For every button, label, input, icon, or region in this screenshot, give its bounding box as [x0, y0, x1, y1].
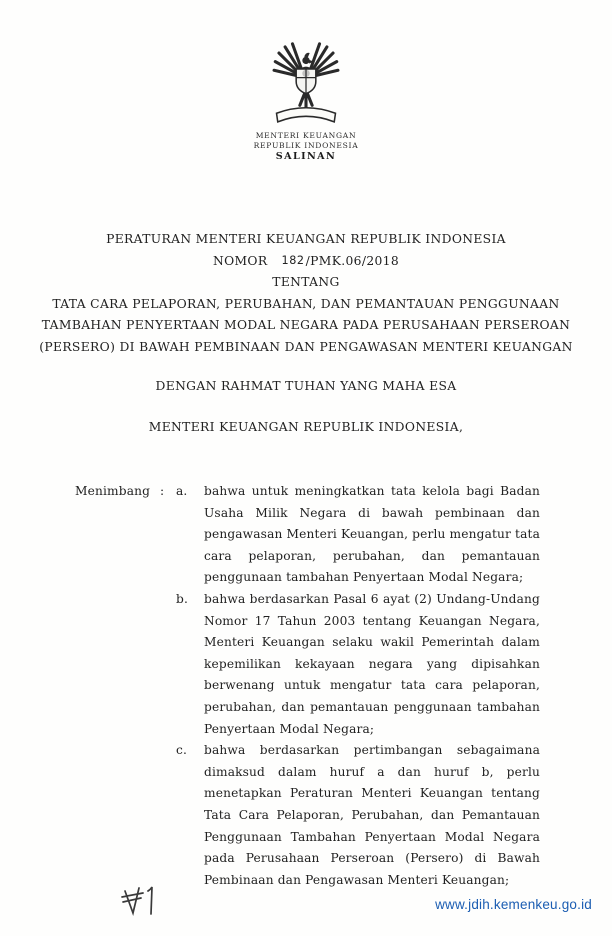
consideration-item	[176, 589, 540, 740]
consideration-letter: c.	[176, 743, 187, 758]
regulation-heading: PERATURAN MENTERI KEUANGAN REPUBLIK INDONESIA	[106, 232, 506, 246]
nomor-number: 182	[281, 254, 305, 267]
consideration-item	[176, 481, 540, 589]
menimbang-label: Menimbang	[75, 484, 151, 498]
considerations-section	[75, 481, 540, 891]
consideration-text: bahwa berdasarkan Pasal 6 ayat (2) Undang-Undang Nomor 17 Tahun 2003 tentang Keuangan Negara, Menteri Keuangan selaku wakil Pemerintah dalam kepemilikan kekayaan negara yang dipisahkan berwenang untuk mengatur tata cara pelaporan, perubahan, dan pemantauan penggunaan tambahan Penyertaan Modal Negara;	[204, 591, 540, 736]
document-title-block	[36, 229, 576, 358]
regulation-subject: TATA CARA PELAPORAN, PERUBAHAN, DAN PEMANTAUAN PENGGUNAAN TAMBAHAN PENYERTAAN MODAL NEGARA PADA PERUSAHAAN PERSEROAN (PERSERO) DI BAWAH PEMBINAAN DAN PENGAWASAN MENTERI KEUANGAN	[39, 296, 573, 354]
invocation-line: DENGAN RAHMAT TUHAN YANG MAHA ESA	[155, 379, 457, 393]
consideration-text: bahwa untuk meningkatkan tata kelola bagi Badan Usaha Milik Negara di bawah pembinaan dan pengawasan Menteri Keuangan, perlu mengatur tata cara pelaporan, perubahan, dan pemantauan penggunaan tambahan Penyertaan Modal Negara;	[204, 484, 540, 585]
consideration-letter: a.	[176, 484, 188, 498]
salinan-stamp: SALINAN	[275, 151, 337, 162]
consideration-letter: b.	[176, 591, 188, 606]
jdih-website-link[interactable]: www.jdih.kemenkeu.go.id	[435, 897, 592, 912]
consideration-item	[176, 740, 540, 891]
garuda-pancasila-emblem	[269, 42, 343, 128]
menimbang-colon: :	[160, 484, 165, 498]
letterhead	[0, 42, 612, 163]
regulation-number-line	[36, 251, 576, 273]
republic-name-line: REPUBLIK INDONESIA	[253, 140, 359, 150]
paraf-handwritten-mark	[120, 884, 158, 920]
authority-line: MENTERI KEUANGAN REPUBLIK INDONESIA,	[148, 420, 464, 434]
considerations-list	[176, 481, 540, 891]
consideration-text: bahwa berdasarkan pertimbangan sebagaimana dimaksud dalam huruf a dan huruf b, perlu menetapkan Peraturan Menteri Keuangan tentang Tata Cara Pelaporan, Perubahan, dan Pemantauan Penggunaan Tambahan Penyertaan Modal Negara pada Perusahaan Perseroan (Persero) di Bawah Pembinaan dan Pengawasan Menteri Keuangan;	[204, 743, 540, 887]
tentang-label: TENTANG	[272, 275, 340, 289]
nomor-suffix: /PMK.06/2018	[305, 253, 400, 268]
nomor-label: NOMOR	[212, 253, 268, 268]
ministry-name-line: MENTERI KEUANGAN	[255, 131, 357, 140]
